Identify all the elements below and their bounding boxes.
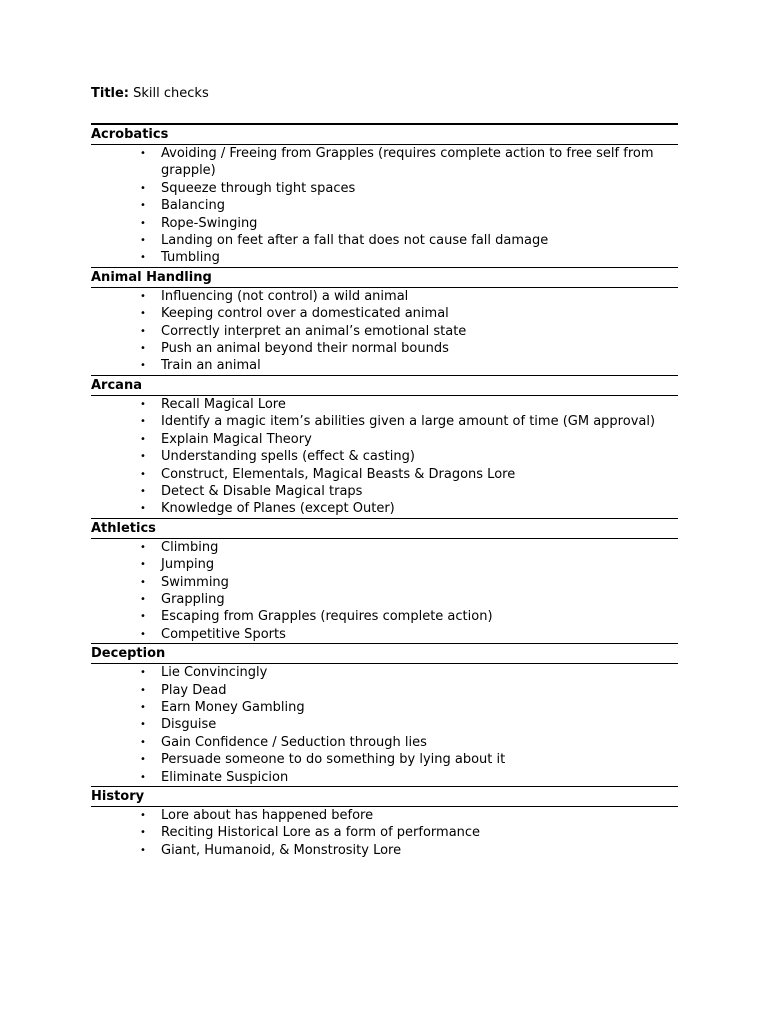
document-page bbox=[91, 85, 678, 859]
list-item bbox=[140, 197, 678, 214]
list-item bbox=[140, 807, 678, 824]
list-item-text: Correctly interpret an animal’s emotional state bbox=[161, 323, 467, 339]
list-item-text: Escaping from Grapples (requires complete action) bbox=[161, 609, 493, 625]
list-item bbox=[140, 716, 678, 733]
bullet-icon: • bbox=[140, 182, 146, 194]
list-item-text: Balancing bbox=[161, 198, 225, 214]
list-item bbox=[140, 396, 678, 413]
list-item-text: Rope-Swinging bbox=[161, 215, 258, 231]
bullet-icon: • bbox=[140, 148, 146, 159]
list-item-text: Construct, Elementals, Magical Beasts & Dragons Lore bbox=[161, 466, 516, 482]
skill-section bbox=[91, 786, 678, 859]
title-label: Title: bbox=[91, 86, 130, 101]
list-item-text: Detect & Disable Magical traps bbox=[161, 483, 363, 499]
list-item bbox=[140, 734, 678, 751]
list-item-text: Swimming bbox=[161, 574, 229, 590]
bullet-icon: • bbox=[140, 827, 146, 839]
list-item bbox=[140, 608, 678, 625]
section-header: Acrobatics bbox=[91, 125, 678, 145]
bullet-icon: • bbox=[140, 290, 146, 302]
bullet-icon: • bbox=[140, 541, 146, 553]
list-item-text: Grappling bbox=[161, 591, 225, 607]
list-item bbox=[140, 323, 678, 340]
skill-list bbox=[91, 396, 678, 518]
document-title bbox=[91, 85, 678, 103]
list-item bbox=[140, 466, 678, 483]
bullet-icon: • bbox=[140, 810, 146, 821]
list-item bbox=[140, 431, 678, 448]
skill-section bbox=[91, 518, 678, 643]
bullet-icon: • bbox=[140, 343, 146, 355]
list-item-text: Avoiding / Freeing from Grapples (requires complete action to free self from grapple) bbox=[161, 146, 654, 179]
bullet-icon: • bbox=[140, 754, 146, 766]
list-item-text: Reciting Historical Lore as a form of performance bbox=[161, 825, 481, 841]
list-item bbox=[140, 215, 678, 232]
bullet-icon: • bbox=[140, 235, 146, 247]
section-header: Animal Handling bbox=[91, 268, 678, 288]
bullet-icon: • bbox=[140, 485, 146, 497]
list-item bbox=[140, 340, 678, 357]
bullet-icon: • bbox=[140, 719, 146, 731]
bullet-icon: • bbox=[140, 503, 146, 515]
list-item bbox=[140, 539, 678, 556]
list-item-text: Jumping bbox=[161, 557, 215, 573]
list-item bbox=[140, 483, 678, 500]
list-item-text: Landing on feet after a fall that does not cause fall damage bbox=[161, 233, 549, 249]
list-item bbox=[140, 413, 678, 430]
bullet-icon: • bbox=[140, 451, 146, 463]
bullet-icon: • bbox=[140, 736, 146, 748]
skill-section bbox=[91, 123, 678, 267]
list-item bbox=[140, 824, 678, 841]
list-item-text: Squeeze through tight spaces bbox=[161, 180, 356, 196]
list-item-text: Push an animal beyond their normal bounds bbox=[161, 341, 449, 357]
skill-sections bbox=[91, 123, 678, 859]
bullet-icon: • bbox=[140, 398, 146, 410]
bullet-icon: • bbox=[140, 628, 146, 640]
bullet-icon: • bbox=[140, 416, 146, 428]
list-item bbox=[140, 682, 678, 699]
list-item bbox=[140, 574, 678, 591]
bullet-icon: • bbox=[140, 252, 146, 264]
bullet-icon: • bbox=[140, 844, 146, 856]
list-item bbox=[140, 556, 678, 573]
section-header: Deception bbox=[91, 644, 678, 664]
list-item bbox=[140, 842, 678, 859]
list-item bbox=[140, 769, 678, 786]
list-item-text: Giant, Humanoid, & Monstrosity Lore bbox=[161, 842, 402, 858]
bullet-icon: • bbox=[140, 360, 146, 372]
list-item bbox=[140, 180, 678, 197]
list-item-text: Knowledge of Planes (except Outer) bbox=[161, 501, 395, 517]
list-item-text: Lore about has happened before bbox=[161, 808, 374, 823]
title-value: Skill checks bbox=[133, 86, 209, 101]
bullet-icon: • bbox=[140, 325, 146, 337]
list-item-text: Understanding spells (effect & casting) bbox=[161, 449, 415, 465]
skill-section bbox=[91, 375, 678, 518]
bullet-icon: • bbox=[140, 217, 146, 229]
list-item-text: Play Dead bbox=[161, 682, 227, 698]
list-item-text: Disguise bbox=[161, 717, 217, 733]
skill-list bbox=[91, 807, 678, 859]
list-item-text: Identify a magic item’s abilities given a large amount of time (GM approval) bbox=[161, 414, 656, 430]
list-item bbox=[140, 626, 678, 643]
bullet-icon: • bbox=[140, 308, 146, 320]
list-item-text: Persuade someone to do something by lying about it bbox=[161, 752, 506, 768]
list-item-text: Recall Magical Lore bbox=[161, 396, 286, 412]
list-item bbox=[140, 232, 678, 249]
bullet-icon: • bbox=[140, 559, 146, 571]
list-item bbox=[140, 699, 678, 716]
list-item-text: Climbing bbox=[161, 539, 219, 555]
bullet-icon: • bbox=[140, 684, 146, 696]
list-item bbox=[140, 145, 678, 180]
skill-list bbox=[91, 664, 678, 786]
list-item bbox=[140, 448, 678, 465]
bullet-icon: • bbox=[140, 771, 146, 783]
list-item-text: Influencing (not control) a wild animal bbox=[161, 288, 409, 304]
bullet-icon: • bbox=[140, 593, 146, 605]
list-item-text: Earn Money Gambling bbox=[161, 699, 305, 715]
skill-list bbox=[91, 145, 678, 267]
list-item bbox=[140, 357, 678, 374]
skill-list bbox=[91, 539, 678, 643]
skill-section bbox=[91, 643, 678, 786]
list-item-text: Eliminate Suspicion bbox=[161, 769, 289, 785]
list-item-text: Keeping control over a domesticated animal bbox=[161, 306, 449, 322]
list-item bbox=[140, 305, 678, 322]
list-item-text: Competitive Sports bbox=[161, 626, 286, 642]
list-item bbox=[140, 664, 678, 681]
bullet-icon: • bbox=[140, 611, 146, 623]
bullet-icon: • bbox=[140, 468, 146, 480]
bullet-icon: • bbox=[140, 433, 146, 445]
list-item-text: Tumbling bbox=[161, 250, 220, 266]
section-header: Athletics bbox=[91, 519, 678, 539]
list-item-text: Gain Confidence / Seduction through lies bbox=[161, 734, 427, 750]
bullet-icon: • bbox=[140, 200, 146, 212]
list-item bbox=[140, 500, 678, 517]
bullet-icon: • bbox=[140, 667, 146, 679]
bullet-icon: • bbox=[140, 701, 146, 713]
list-item bbox=[140, 591, 678, 608]
list-item-text: Lie Convincingly bbox=[161, 665, 268, 681]
list-item bbox=[140, 249, 678, 266]
section-header: Arcana bbox=[91, 376, 678, 396]
skill-section bbox=[91, 267, 678, 375]
list-item-text: Train an animal bbox=[161, 358, 261, 374]
list-item-text: Explain Magical Theory bbox=[161, 431, 312, 447]
section-header: History bbox=[91, 787, 678, 807]
list-item bbox=[140, 288, 678, 305]
skill-list bbox=[91, 288, 678, 375]
list-item bbox=[140, 751, 678, 768]
bullet-icon: • bbox=[140, 576, 146, 588]
